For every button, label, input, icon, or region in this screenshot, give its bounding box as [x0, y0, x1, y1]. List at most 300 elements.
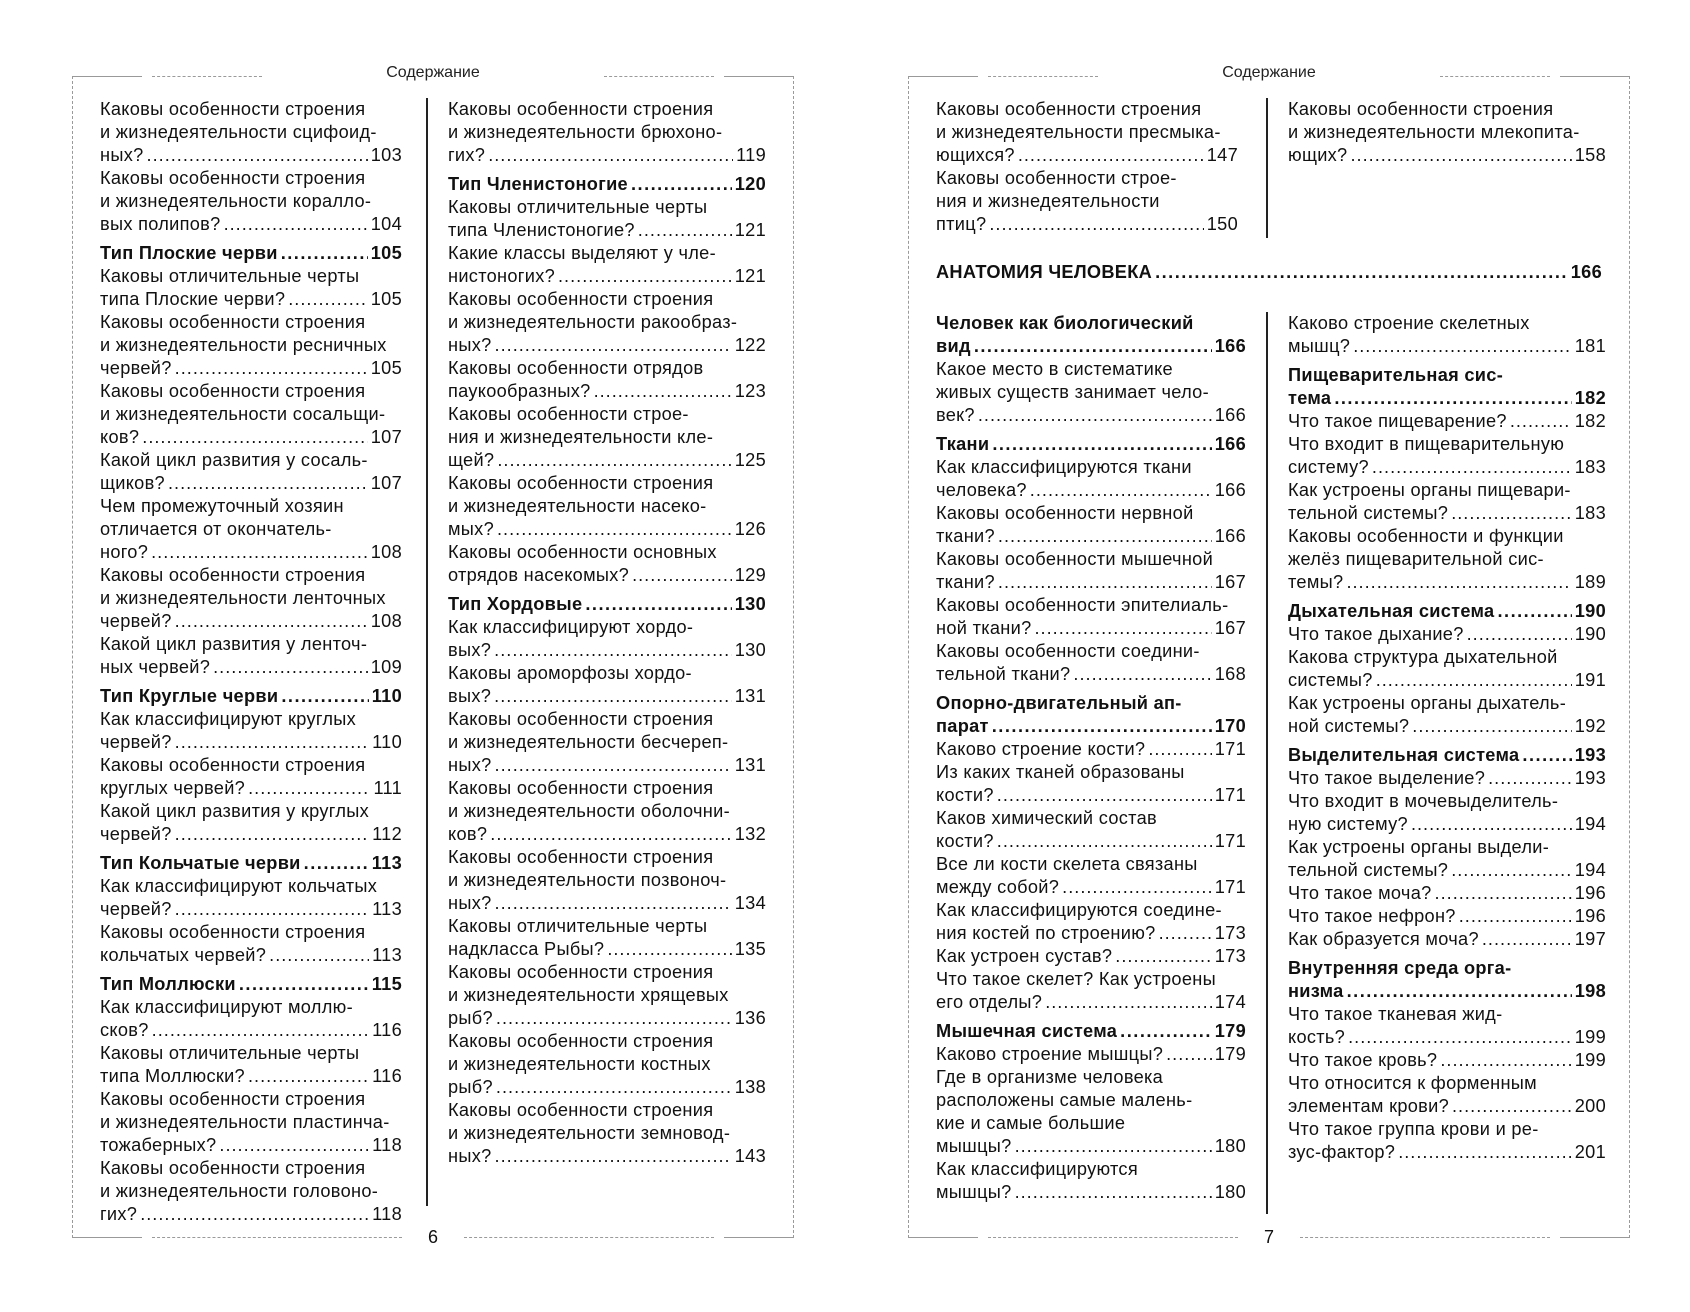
toc-line-with-page	[100, 541, 402, 564]
leader-dots	[1166, 1043, 1212, 1066]
toc-entry	[936, 945, 1246, 968]
toc-text: Ткани	[936, 434, 990, 454]
toc-entry	[936, 456, 1246, 502]
leader-dots	[495, 1145, 732, 1168]
toc-line-with-page	[100, 777, 402, 800]
toc-entry	[448, 961, 766, 1030]
toc-line: и жизнедеятельности позвоноч-	[448, 870, 727, 890]
page-ref: 183	[1574, 457, 1606, 477]
toc-text: Как образуется моча?	[1288, 929, 1479, 949]
leader-dots	[1347, 980, 1572, 1003]
toc-entry	[1288, 1049, 1606, 1072]
toc-line-with-page	[1288, 1095, 1606, 1118]
leader-dots	[638, 219, 732, 242]
toc-line-with-page	[448, 380, 766, 403]
toc-text: гих?	[100, 1204, 138, 1224]
toc-column-2	[1288, 312, 1606, 1164]
toc-line: Какой цикл развития у круглых	[100, 801, 369, 821]
page-ref: 126	[734, 519, 766, 539]
page-ref: 120	[734, 174, 766, 194]
page-ref: 179	[1214, 1021, 1246, 1041]
toc-text: круглых червей?	[100, 778, 246, 798]
page-ref: 180	[1214, 1182, 1246, 1202]
toc-entry	[448, 242, 766, 288]
toc-entry	[936, 807, 1246, 853]
leader-dots	[1452, 1095, 1572, 1118]
toc-entry	[448, 1099, 766, 1168]
page-ref: 113	[372, 945, 402, 965]
toc-line-with-page	[936, 1135, 1246, 1158]
toc-line: Как классифицируются соедине-	[936, 900, 1222, 920]
toc-text: ных червей?	[100, 657, 211, 677]
page-ref: 194	[1574, 860, 1606, 880]
toc-entry	[936, 899, 1246, 945]
toc-text: щиков?	[100, 473, 165, 493]
toc-line: и жизнедеятельности хрящевых	[448, 985, 729, 1005]
toc-line: Как классифицируют круглых	[100, 709, 357, 729]
leader-dots	[1346, 571, 1571, 594]
leader-dots	[248, 1065, 369, 1088]
corner	[1560, 1227, 1630, 1238]
toc-line-with-page	[1288, 456, 1606, 479]
toc-entry	[1288, 882, 1606, 905]
page-ref: 166	[1214, 526, 1246, 546]
toc-line: Каковы особенности строения	[100, 312, 366, 332]
page-ref: 170	[1214, 716, 1246, 736]
toc-entry	[936, 98, 1238, 167]
toc-section	[100, 685, 402, 708]
toc-text: парат	[936, 716, 989, 736]
leader-dots	[1411, 813, 1572, 836]
toc-line-with-page	[448, 938, 766, 961]
leader-dots	[495, 892, 732, 915]
divider	[1300, 1237, 1550, 1238]
toc-line: Как классифицируются ткани	[936, 457, 1192, 477]
toc-line-with-page	[100, 357, 402, 380]
leader-dots	[1459, 905, 1572, 928]
page-ref: 183	[1574, 503, 1606, 523]
toc-entry	[100, 495, 402, 564]
section-title-text: АНАТОМИЯ ЧЕЛОВЕКА	[936, 262, 1153, 282]
leader-dots	[152, 1019, 369, 1042]
toc-entry	[936, 548, 1246, 594]
page-ref: 166	[1214, 480, 1246, 500]
toc-entry	[100, 167, 402, 236]
toc-top-column-2	[1288, 98, 1606, 167]
toc-entry	[448, 472, 766, 541]
leader-dots	[1073, 663, 1211, 686]
toc-line: и жизнедеятельности ракообраз-	[448, 312, 738, 332]
page-ref: 174	[1214, 992, 1246, 1012]
toc-top-column-1	[936, 98, 1238, 236]
toc-line: Каково строение скелетных	[1288, 313, 1530, 333]
toc-entry	[936, 1043, 1246, 1066]
section-title-page: 166	[1570, 262, 1602, 282]
leader-dots	[997, 784, 1212, 807]
toc-text: Тип Плоские черви	[100, 243, 278, 263]
toc-text: мышц?	[1288, 336, 1351, 356]
page-ref: 150	[1206, 214, 1238, 234]
toc-text: ющих?	[1288, 145, 1348, 165]
toc-text: типа Моллюски?	[100, 1066, 245, 1086]
toc-line: Каковы особенности строения	[100, 755, 366, 775]
toc-line-with-page	[936, 479, 1246, 502]
leader-dots	[1015, 1135, 1212, 1158]
leader-dots	[1155, 262, 1568, 283]
toc-text: червей?	[100, 611, 172, 631]
toc-text: Что такое выделение?	[1288, 768, 1486, 788]
toc-line-with-page	[448, 334, 766, 357]
toc-line-with-page	[448, 1076, 766, 1099]
toc-entry	[1288, 433, 1606, 479]
toc-text: червей?	[100, 732, 172, 752]
page-ref: 122	[734, 335, 766, 355]
toc-line-with-page	[1288, 859, 1606, 882]
toc-entry	[448, 541, 766, 587]
toc-line: и жизнедеятельности земновод-	[448, 1123, 731, 1143]
page-ref: 171	[1214, 831, 1246, 851]
leader-dots	[494, 639, 732, 662]
toc-text: тельной ткани?	[936, 664, 1071, 684]
toc-entry	[100, 449, 402, 495]
page-ref: 110	[372, 732, 402, 752]
page-ref: 104	[370, 214, 402, 234]
toc-line-with-page	[100, 731, 402, 754]
toc-line-with-page	[448, 823, 766, 846]
toc-text: Как устроен сустав?	[936, 946, 1113, 966]
corner	[908, 1227, 978, 1238]
toc-text: человека?	[936, 480, 1027, 500]
leader-dots	[1522, 744, 1571, 767]
toc-line: Где в организме человека	[936, 1067, 1164, 1087]
toc-section	[100, 973, 402, 996]
toc-line: Каковы особенности строе-	[936, 168, 1177, 188]
toc-line-with-page	[1288, 905, 1606, 928]
toc-entry	[100, 1042, 402, 1088]
toc-text: кости?	[936, 785, 994, 805]
divider	[152, 1237, 402, 1238]
toc-line: Что такое группа крови и ре-	[1288, 1119, 1539, 1139]
toc-line-with-page	[936, 571, 1246, 594]
toc-line-with-page	[100, 242, 402, 265]
toc-line: Каковы отличительные черты	[448, 197, 708, 217]
page-ref: 193	[1574, 768, 1606, 788]
toc-entry	[1288, 790, 1606, 836]
leader-dots	[496, 1007, 732, 1030]
leader-dots	[175, 731, 369, 754]
page-ref: 107	[370, 473, 402, 493]
toc-text: тема	[1288, 388, 1332, 408]
toc-line: Каковы особенности строения	[100, 1158, 366, 1178]
toc-section	[936, 692, 1246, 738]
toc-line-with-page	[100, 973, 402, 996]
toc-text: систему?	[1288, 457, 1369, 477]
leader-dots	[494, 685, 732, 708]
toc-text: ткани?	[936, 526, 995, 546]
toc-line: Какой цикл развития у ленточ-	[100, 634, 368, 654]
toc-line: Как устроены органы дыхатель-	[1288, 693, 1567, 713]
toc-line: и жизнедеятельности бесчереп-	[448, 732, 729, 752]
toc-entry	[448, 98, 766, 167]
toc-line: живых существ занимает чело-	[936, 382, 1209, 402]
toc-entry	[1288, 905, 1606, 928]
toc-line: Каковы особенности строения	[936, 99, 1202, 119]
toc-line-with-page	[1288, 980, 1606, 1003]
toc-line-with-page	[936, 830, 1246, 853]
toc-line-with-page	[100, 823, 402, 846]
toc-line: Пищеварительная сис-	[1288, 365, 1504, 385]
toc-text: Что такое моча?	[1288, 883, 1432, 903]
leader-dots	[998, 571, 1212, 594]
toc-line-with-page	[100, 1019, 402, 1042]
toc-line: Что входит в пищеварительную	[1288, 434, 1565, 454]
leader-dots	[281, 685, 368, 708]
toc-line-with-page	[448, 1145, 766, 1168]
toc-line: расположены самые малень-	[936, 1090, 1193, 1110]
toc-line-with-page	[936, 617, 1246, 640]
toc-text: ткани?	[936, 572, 995, 592]
toc-line-with-page	[448, 144, 766, 167]
toc-entry	[100, 996, 402, 1042]
toc-line-with-page	[100, 1134, 402, 1157]
leader-dots	[998, 525, 1212, 548]
leader-dots	[175, 357, 368, 380]
toc-line: кие и самые большие	[936, 1113, 1126, 1133]
toc-line: Какие классы выделяют у чле-	[448, 243, 716, 263]
toc-entry	[1288, 1072, 1606, 1118]
leader-dots	[558, 265, 732, 288]
toc-line-with-page	[936, 991, 1246, 1014]
toc-entry	[100, 633, 402, 679]
toc-line-with-page	[1288, 1141, 1606, 1164]
page-ref: 197	[1574, 929, 1606, 949]
toc-line: Каковы особенности строения	[448, 1031, 714, 1051]
toc-entry	[1288, 1003, 1606, 1049]
toc-line-with-page	[1288, 600, 1606, 623]
toc-line-with-page	[100, 426, 402, 449]
toc-line-with-page	[100, 288, 402, 311]
toc-line-with-page	[1288, 335, 1606, 358]
toc-text: темы?	[1288, 572, 1344, 592]
page-ref: 201	[1574, 1142, 1606, 1162]
toc-text: мышцы?	[936, 1182, 1012, 1202]
toc-line: Все ли кости скелета связаны	[936, 854, 1198, 874]
toc-entry	[936, 358, 1246, 427]
toc-line: Опорно-двигательный ап-	[936, 693, 1182, 713]
toc-line-with-page	[1288, 715, 1606, 738]
toc-line-with-page	[1288, 144, 1606, 167]
toc-entry	[100, 564, 402, 633]
toc-entry	[100, 875, 402, 921]
toc-text: птиц?	[936, 214, 987, 234]
toc-text: гих?	[448, 145, 486, 165]
toc-line-with-page	[936, 715, 1246, 738]
page-ref: 134	[734, 893, 766, 913]
toc-line-with-page	[1288, 813, 1606, 836]
toc-section	[936, 312, 1246, 358]
toc-line: и жизнедеятельности костных	[448, 1054, 711, 1074]
leader-dots	[1372, 456, 1572, 479]
toc-line: и жизнедеятельности ресничных	[100, 335, 387, 355]
toc-entry	[1288, 836, 1606, 882]
toc-entry	[448, 357, 766, 403]
toc-line: Каковы особенности строения	[448, 289, 714, 309]
toc-text: рыб?	[448, 1077, 493, 1097]
page-ref: 130	[734, 640, 766, 660]
toc-entry	[100, 754, 402, 800]
page-ref: 166	[1214, 434, 1246, 454]
page-ref: 182	[1574, 411, 1606, 431]
toc-line: Из каких тканей образованы	[936, 762, 1185, 782]
toc-line-with-page	[448, 449, 766, 472]
corner	[72, 1227, 142, 1238]
page-ref: 136	[734, 1008, 766, 1028]
toc-text: тельной системы?	[1288, 860, 1449, 880]
toc-line: Каковы особенности строения	[100, 565, 366, 585]
toc-line-with-page	[1288, 669, 1606, 692]
toc-line-with-page	[936, 144, 1238, 167]
page-ref: 113	[371, 853, 402, 873]
toc-entry	[100, 1157, 402, 1226]
toc-text: ющихся?	[936, 145, 1015, 165]
column-rule	[1266, 312, 1268, 1214]
leader-dots	[488, 144, 733, 167]
page-ref: 190	[1574, 624, 1606, 644]
leader-dots	[175, 610, 368, 633]
left-page-border-right	[793, 76, 794, 1238]
toc-entry	[1288, 692, 1606, 738]
toc-line-with-page	[448, 564, 766, 587]
leader-dots	[497, 449, 731, 472]
page-ref: 181	[1574, 336, 1606, 356]
right-page	[908, 64, 1630, 1247]
leader-dots	[1510, 410, 1572, 433]
leader-dots	[1353, 335, 1572, 358]
toc-text: ного?	[100, 542, 149, 562]
toc-section	[448, 593, 766, 616]
leader-dots	[1497, 600, 1571, 623]
toc-line: желёз пищеварительной сис-	[1288, 549, 1544, 569]
toc-line: Каковы особенности строения	[448, 99, 714, 119]
toc-text: мышцы?	[936, 1136, 1012, 1156]
toc-text: системы?	[1288, 670, 1373, 690]
toc-text: Тип Моллюски	[100, 974, 236, 994]
toc-line-with-page	[448, 593, 766, 616]
toc-line-with-page	[1288, 767, 1606, 790]
toc-line-with-page	[936, 1043, 1246, 1066]
toc-entry	[100, 1088, 402, 1157]
toc-line-with-page	[100, 1065, 402, 1088]
page-ref: 125	[734, 450, 766, 470]
leader-dots	[1451, 859, 1572, 882]
toc-line-with-page	[936, 525, 1246, 548]
page-ref: 108	[370, 611, 402, 631]
toc-text: его отделы?	[936, 992, 1043, 1012]
leader-dots	[607, 938, 731, 961]
toc-text: зус-фактор?	[1288, 1142, 1396, 1162]
toc-entry	[1288, 312, 1606, 358]
leader-dots	[142, 426, 367, 449]
leader-dots	[1030, 479, 1212, 502]
page-ref: 118	[372, 1204, 402, 1224]
page-ref: 189	[1574, 572, 1606, 592]
leader-dots	[585, 593, 731, 616]
toc-line: и жизнедеятельности пресмыка-	[936, 122, 1221, 142]
toc-line: Какое место в систематике	[936, 359, 1173, 379]
toc-text: Что такое пищеварение?	[1288, 411, 1507, 431]
toc-line: Каковы отличительные черты	[100, 1043, 360, 1063]
toc-entry	[448, 196, 766, 242]
toc-text: Что такое нефрон?	[1288, 906, 1456, 926]
toc-line-with-page	[1288, 410, 1606, 433]
leader-dots	[1350, 144, 1571, 167]
toc-column-2	[448, 98, 766, 1168]
leader-dots	[304, 852, 369, 875]
toc-section	[100, 852, 402, 875]
page-ref: 182	[1574, 388, 1606, 408]
page-ref: 121	[734, 266, 766, 286]
leader-dots	[1035, 617, 1212, 640]
page-ref: 110	[371, 686, 402, 706]
page-ref: 180	[1214, 1136, 1246, 1156]
toc-text: ния костей по строению?	[936, 923, 1156, 943]
toc-line-with-page	[936, 335, 1246, 358]
toc-text: Тип Кольчатые черви	[100, 853, 301, 873]
toc-text: Мышечная система	[936, 1021, 1118, 1041]
toc-line-with-page	[1288, 623, 1606, 646]
leader-dots	[1120, 1020, 1212, 1043]
toc-text: Тип Круглые черви	[100, 686, 279, 706]
toc-section	[100, 242, 402, 265]
toc-text: вых полипов?	[100, 214, 221, 234]
toc-line-with-page	[1288, 744, 1606, 767]
toc-line: Каковы особенности строения	[448, 709, 714, 729]
leader-dots	[978, 404, 1212, 427]
toc-entry	[100, 708, 402, 754]
toc-line-with-page	[448, 1007, 766, 1030]
page-ref: 168	[1214, 664, 1246, 684]
leader-dots	[1398, 1141, 1572, 1164]
page-ref: 179	[1214, 1044, 1246, 1064]
toc-text: ных?	[448, 1146, 492, 1166]
toc-entry	[1288, 623, 1606, 646]
toc-line: Каковы особенности и функции	[1288, 526, 1564, 546]
toc-section	[1288, 600, 1606, 623]
toc-line: и жизнедеятельности головоно-	[100, 1181, 379, 1201]
page-ref: 198	[1574, 981, 1606, 1001]
divider	[988, 1237, 1238, 1238]
toc-text: Тип Членистоногие	[448, 174, 628, 194]
toc-entry	[936, 1158, 1246, 1204]
toc-line-with-page	[100, 144, 402, 167]
right-page-border-right	[1629, 76, 1630, 1238]
toc-entry	[936, 640, 1246, 686]
right-page-border	[908, 76, 909, 1238]
toc-column-1	[936, 312, 1246, 1204]
toc-line-with-page	[100, 656, 402, 679]
toc-line-with-page	[448, 639, 766, 662]
toc-text: червей?	[100, 358, 172, 378]
toc-line-with-page	[100, 852, 402, 875]
page-header: Содержание	[72, 64, 794, 82]
leader-dots	[1148, 738, 1211, 761]
toc-entry	[448, 708, 766, 777]
toc-text: ков?	[448, 824, 488, 844]
toc-line-with-page	[100, 1203, 402, 1226]
toc-line-with-page	[1288, 1049, 1606, 1072]
toc-line: Какой цикл развития у сосаль-	[100, 450, 368, 470]
leader-dots	[594, 380, 732, 403]
